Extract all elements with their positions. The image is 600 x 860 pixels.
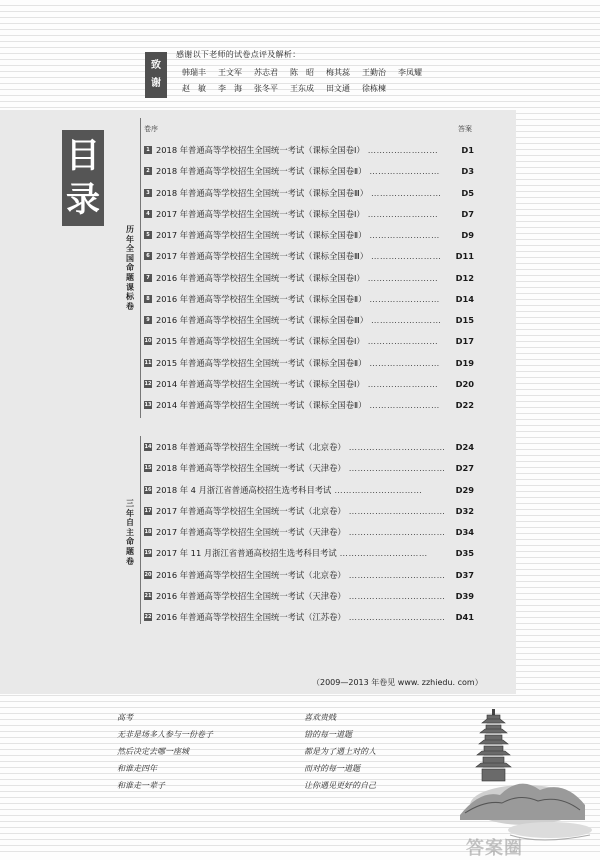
- section-label-char: 全: [126, 244, 134, 254]
- teacher-name: 张冬平: [254, 84, 278, 93]
- answer-page: D9: [461, 230, 474, 240]
- toc-row[interactable]: [144, 440, 474, 454]
- leader-dots: ……………………: [367, 208, 439, 219]
- toc-row[interactable]: [144, 292, 474, 306]
- teacher-name: 李 海: [218, 84, 242, 93]
- toc-row[interactable]: [144, 461, 474, 475]
- item-number-badge: 7: [144, 274, 152, 282]
- item-number-badge: 8: [144, 295, 152, 303]
- answer-page: D24: [455, 442, 474, 452]
- paper-title: 2015 年普通高等学校招生全国统一考试（课标全国卷Ⅰ）: [156, 336, 365, 347]
- item-number-badge: 19: [144, 550, 152, 557]
- poem-line: 错的每一道题: [304, 730, 352, 739]
- toc-row[interactable]: [144, 525, 474, 539]
- contents-title-char: 录: [66, 180, 100, 220]
- answer-page: D17: [455, 336, 474, 347]
- answer-page: D20: [455, 378, 474, 389]
- teacher-name: 王文军: [218, 68, 242, 77]
- answer-page: D22: [455, 400, 474, 410]
- section-label-char: 主: [126, 527, 134, 537]
- leader-dots: ……………………: [369, 293, 440, 304]
- thanks-badge-bottom: 谢: [151, 78, 161, 89]
- toc-row[interactable]: [144, 207, 474, 221]
- toc-row[interactable]: [144, 143, 474, 157]
- section-label-char: 题: [126, 546, 134, 556]
- toc-row[interactable]: [144, 377, 474, 391]
- section-label-char: 卷: [126, 301, 134, 311]
- toc-row[interactable]: [144, 334, 474, 348]
- toc-row[interactable]: [144, 271, 474, 285]
- item-number-badge: 18: [144, 529, 152, 535]
- paper-title: 2017 年普通高等学校招生全国统一考试（天津卷）: [156, 527, 346, 537]
- toc-row[interactable]: [144, 398, 474, 412]
- item-number-badge: 12: [144, 380, 152, 387]
- section-label-char: 年: [126, 508, 134, 518]
- poem-line: 无非是场多人参与一份卷子: [117, 730, 213, 739]
- paper-title: 2018 年普通高等学校招生全国统一考试（北京卷）: [156, 442, 346, 452]
- toc-row[interactable]: [144, 568, 474, 582]
- teacher-name: 陈 昭: [290, 68, 314, 77]
- leader-dots: ……………………: [369, 230, 440, 240]
- teacher-name: 苏志君: [254, 68, 278, 77]
- section-divider: [140, 436, 141, 624]
- contents-title-char: 目: [66, 136, 100, 176]
- paper-title: 2014 年普通高等学校招生全国统一考试（课标全国卷Ⅱ）: [156, 400, 367, 410]
- item-number-badge: 20: [144, 571, 152, 578]
- poem-right: [304, 712, 376, 797]
- item-number-badge: 21: [144, 592, 152, 599]
- toc-row[interactable]: [144, 483, 474, 497]
- item-number-badge: 17: [144, 507, 152, 514]
- paper-title: 2016 年普通高等学校招生全国统一考试（北京卷）: [156, 569, 346, 580]
- section-label-char: 历: [126, 225, 134, 234]
- paper-title: 2017 年普通高等学校招生全国统一考试（北京卷）: [156, 505, 346, 516]
- section-label-char: 题: [126, 272, 134, 282]
- column-header-answer: 答案: [458, 125, 472, 133]
- leader-dots: ……………………………: [348, 569, 446, 580]
- item-number-badge: 2: [144, 167, 152, 175]
- item-number-badge: 6: [144, 252, 152, 260]
- poem-line: 和谁走四年: [117, 764, 157, 773]
- leader-dots: ……………………: [369, 166, 440, 177]
- section-divider: [140, 118, 141, 418]
- teacher-names-row-2: [182, 83, 398, 94]
- toc-row[interactable]: [144, 228, 474, 242]
- leader-dots: …………………………: [334, 484, 423, 495]
- answer-page: D27: [455, 463, 474, 474]
- answer-page: D14: [455, 293, 474, 304]
- paper-title: 2018 年普通高等学校招生全国统一考试（课标全国卷Ⅲ）: [156, 187, 369, 198]
- leader-dots: ……………………………: [348, 463, 446, 474]
- paper-title: 2015 年普通高等学校招生全国统一考试（课标全国卷Ⅱ）: [156, 357, 367, 368]
- poem-line: 喜欢贵贱: [304, 713, 336, 722]
- paper-title: 2017 年普通高等学校招生全国统一考试（课标全国卷Ⅱ）: [156, 230, 367, 240]
- item-number-badge: 1: [144, 146, 152, 154]
- paper-title: 2017 年普通高等学校招生全国统一考试（课标全国卷Ⅲ）: [156, 251, 369, 262]
- thanks-title: 感谢以下老师的试卷点评及解析：: [176, 50, 301, 59]
- answer-page: D15: [455, 315, 474, 325]
- website-note: （2009—2013 年卷见 www. zzhiedu. com）: [312, 678, 483, 687]
- section-label-char: 命: [126, 537, 134, 547]
- item-number-badge: 11: [144, 359, 152, 366]
- item-number-badge: 9: [144, 316, 152, 324]
- answer-page: D39: [455, 590, 474, 601]
- thanks-badge: [145, 52, 167, 98]
- section-label-national: [126, 225, 134, 311]
- paper-title: 2018 年普通高等学校招生全国统一考试（课标全国卷Ⅱ）: [156, 166, 367, 177]
- leader-dots: ……………………: [371, 187, 442, 198]
- leader-dots: ……………………………: [348, 442, 446, 452]
- toc-row[interactable]: [144, 313, 474, 327]
- section-label-char: 国: [126, 253, 134, 263]
- poem-line: 然后决定去哪一座城: [117, 747, 189, 756]
- leader-dots: ……………………………: [348, 527, 446, 537]
- paper-title: 2018 年 4 月浙江省普通高校招生选考科目考试: [156, 484, 332, 495]
- teacher-name: 田文通: [326, 84, 350, 93]
- poem-left: [117, 712, 213, 797]
- teacher-name: 王东成: [290, 84, 314, 93]
- toc-row[interactable]: [144, 186, 474, 200]
- paper-title: 2017 年 11 月浙江省普通高校招生选考科目考试: [156, 548, 337, 559]
- section-label-independent: [126, 499, 134, 566]
- poem-line: 让你遇见更好的自己: [304, 781, 376, 790]
- teacher-name: 王勤治: [362, 68, 386, 77]
- teacher-name: 梅其蕊: [326, 68, 350, 77]
- item-number-badge: 10: [144, 338, 152, 345]
- pagoda-illustration: [440, 695, 600, 856]
- leader-dots: ……………………: [367, 378, 439, 389]
- paper-title: 2016 年普通高等学校招生全国统一考试（天津卷）: [156, 590, 346, 601]
- toc-row[interactable]: [144, 589, 474, 603]
- thanks-block: [145, 48, 445, 100]
- paper-title: 2017 年普通高等学校招生全国统一考试（课标全国卷Ⅰ）: [156, 208, 365, 219]
- paper-title: 2018 年普通高等学校招生全国统一考试（课标全国卷Ⅰ）: [156, 145, 365, 155]
- answer-page: D34: [455, 527, 474, 537]
- item-number-badge: 15: [144, 465, 152, 472]
- answer-page: D3: [461, 166, 474, 177]
- toc-row[interactable]: [144, 546, 474, 560]
- leader-dots: …………………………: [339, 548, 428, 559]
- teacher-name: 韩瑞丰: [182, 68, 206, 77]
- toc-row[interactable]: [144, 249, 474, 263]
- item-number-badge: 14: [144, 444, 152, 450]
- section-label-char: 三: [126, 499, 134, 508]
- answer-page: D37: [455, 569, 474, 580]
- toc-row[interactable]: [144, 610, 474, 624]
- leader-dots: ……………………: [369, 357, 440, 368]
- paper-title: 2016 年普通高等学校招生全国统一考试（课标全国卷Ⅰ）: [156, 272, 365, 283]
- poem-line: 都是为了遇上对的人: [304, 747, 376, 756]
- leader-dots: ……………………: [367, 272, 439, 283]
- answer-page: D29: [455, 484, 474, 495]
- contents-title: [62, 130, 104, 226]
- leader-dots: ……………………: [371, 315, 442, 325]
- item-number-badge: 13: [144, 402, 152, 408]
- section-label-char: 卷: [126, 556, 134, 566]
- item-number-badge: 22: [144, 614, 152, 620]
- paper-title: 2014 年普通高等学校招生全国统一考试（课标全国卷Ⅰ）: [156, 378, 365, 389]
- toc-row[interactable]: [144, 504, 474, 518]
- answer-page: D32: [455, 505, 474, 516]
- answer-page: D12: [455, 272, 474, 283]
- item-number-badge: 16: [144, 486, 152, 493]
- column-header-paper: 卷序: [144, 125, 158, 133]
- answer-page: D5: [461, 187, 474, 198]
- section-label-char: 标: [126, 292, 134, 302]
- poem-line: 而对的每一道题: [304, 764, 360, 773]
- leader-dots: ……………………………: [348, 590, 446, 601]
- teacher-names-row-1: [182, 67, 434, 78]
- toc-row[interactable]: [144, 356, 474, 370]
- answer-page: D1: [461, 145, 474, 155]
- teacher-name: 李凤耀: [398, 68, 422, 77]
- item-number-badge: 4: [144, 210, 152, 218]
- answer-page: D41: [455, 612, 474, 622]
- section-label-char: 年: [126, 234, 134, 244]
- watermark: 答案圈: [466, 838, 523, 859]
- item-number-badge: 3: [144, 189, 152, 197]
- paper-title: 2016 年普通高等学校招生全国统一考试（课标全国卷Ⅲ）: [156, 315, 369, 325]
- paper-title: 2016 年普通高等学校招生全国统一考试（课标全国卷Ⅱ）: [156, 293, 367, 304]
- paper-title: 2016 年普通高等学校招生全国统一考试（江苏卷）: [156, 612, 346, 622]
- answer-page: D11: [455, 251, 474, 262]
- answer-page: D19: [455, 357, 474, 368]
- poem-line: 和谁走一辈子: [117, 781, 165, 790]
- leader-dots: ……………………: [371, 251, 442, 262]
- toc-row[interactable]: [144, 164, 474, 178]
- leader-dots: ……………………: [369, 400, 440, 410]
- item-number-badge: 5: [144, 231, 152, 239]
- leader-dots: ……………………: [367, 336, 439, 347]
- thanks-badge-top: 致: [151, 60, 161, 71]
- section-label-char: 命: [126, 263, 134, 273]
- answer-page: D7: [461, 208, 474, 219]
- leader-dots: ……………………………: [348, 505, 446, 516]
- leader-dots: ……………………………: [348, 612, 446, 622]
- teacher-name: 徐栋楝: [362, 84, 386, 93]
- section-label-char: 课: [126, 282, 134, 292]
- answer-page: D35: [455, 548, 474, 559]
- paper-title: 2018 年普通高等学校招生全国统一考试（天津卷）: [156, 463, 346, 474]
- section-label-char: 自: [126, 518, 134, 528]
- leader-dots: ……………………: [367, 145, 439, 155]
- teacher-name: 赵 敏: [182, 84, 206, 93]
- poem-line: 高考: [117, 713, 133, 722]
